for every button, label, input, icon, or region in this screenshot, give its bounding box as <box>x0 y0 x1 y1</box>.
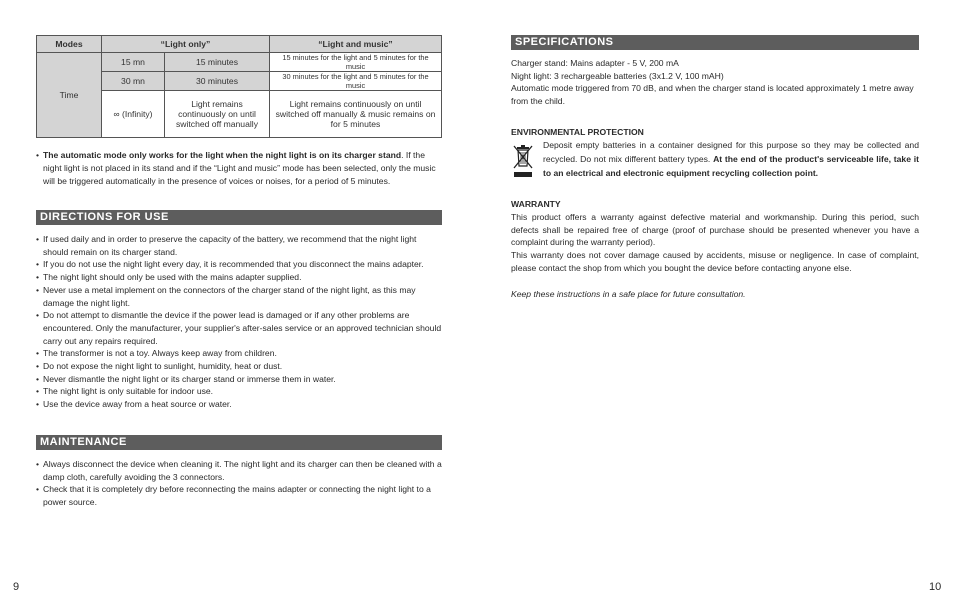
spec-line: Charger stand: Mains adapter - 5 V, 200 mA <box>511 58 679 68</box>
table-header-light-music: “Light and music” <box>270 36 442 53</box>
environment-bold: At the end of the product's serviceable life, take it to an electrical and electronic equipment recycling collection point. <box>543 154 919 178</box>
table-cell: 30 mn <box>102 72 165 91</box>
table-cell: Light remains continuously on until switched off manually <box>165 91 270 138</box>
keep-instructions-note: Keep these instructions in a safe place for future consultation. <box>511 289 746 299</box>
table-cell: ∞ (Infinity) <box>102 91 165 138</box>
table-cell: 30 minutes for the light and 5 minutes for the music <box>270 72 442 91</box>
list-item: • If you do not use the night light every day, it is recommended that you disconnect the mains adapter. <box>36 258 442 271</box>
list-item: • The night light is only suitable for indoor use. <box>36 385 442 398</box>
list-item: • Use the device away from a heat source or water. <box>36 398 442 411</box>
warranty-paragraph: This product offers a warranty against defective material and workmanship. During this period, such defects shall be repaired free of charge (proof of purchase should be presented whenever you have a complaint during the warranty period). <box>511 212 919 248</box>
page-number-left: 9 <box>13 581 20 593</box>
list-item: • If used daily and in order to preserve the capacity of the battery, we recommend that the night light should remain on its charger stand. <box>36 233 442 258</box>
note-bold: The automatic mode only works for the light when the night light is on its charger stand <box>43 150 402 160</box>
environment-heading: ENVIRONMENTAL PROTECTION <box>511 127 644 137</box>
list-item: • The transformer is not a toy. Always keep away from children. <box>36 347 442 360</box>
list-item: • Do not attempt to dismantle the device if the power lead is damaged or if any other problems are encountered. Only the manufacturer, your supplier's after-sales service or an approved technician should carry out any repairs required. <box>36 309 442 347</box>
table-header-modes: Modes <box>37 36 102 53</box>
note-text: . If the night light is not placed in its stand and if the “Light and music” mode has been selected, only the music will be triggered automatically in the presence of voices or noises, for a period of 5 minutes. <box>43 150 436 186</box>
spec-line: Automatic mode triggered from 70 dB, and when the charger stand is located approximately 1 metre away from the child. <box>511 83 914 107</box>
warranty-paragraph: This warranty does not cover damage caused by accidents, misuse or negligence. In case of complaint, please contact the shop from which you bought the device before contacting anyone else. <box>511 250 919 273</box>
list-item <box>36 149 442 188</box>
table-cell: 30 minutes <box>165 72 270 91</box>
table-header-light-only: “Light only” <box>102 36 270 53</box>
list-item: • The night light should only be used with the mains adapter supplied. <box>36 271 442 284</box>
specifications-text <box>511 57 919 108</box>
maintenance-heading: MAINTENANCE <box>36 435 442 450</box>
list-item: • Do not expose the night light to sunlight, humidity, heat or dust. <box>36 360 442 373</box>
warranty-heading: WARRANTY <box>511 199 561 209</box>
table-cell: Light remains continuously on until switched off manually & music remains on for 5 minutes <box>270 91 442 138</box>
warranty-text <box>511 211 919 275</box>
list-item: • Always disconnect the device when cleaning it. The night light and its charger can then be cleaned with a damp cloth, carefully avoiding the 3 connectors. <box>36 458 442 483</box>
modes-table <box>36 35 442 138</box>
list-item: • Check that it is completely dry before reconnecting the mains adapter or connecting the night light to a power source. <box>36 483 442 508</box>
page-number-right: 10 <box>929 581 942 593</box>
environment-body: Deposit empty batteries in a container designed for this purpose so they may be collected and recycled. Do not mix different battery types. <box>543 140 919 164</box>
list-item: • Never use a metal implement on the connectors of the charger stand of the night light, as this may damage the night light. <box>36 284 442 309</box>
table-cell: 15 minutes for the light and 5 minutes for the music <box>270 53 442 72</box>
table-cell: 15 mn <box>102 53 165 72</box>
specifications-heading: SPECIFICATIONS <box>511 35 919 50</box>
directions-list <box>36 233 442 411</box>
maintenance-list <box>36 458 442 509</box>
environment-text <box>543 138 919 180</box>
table-cell: 15 minutes <box>165 53 270 72</box>
spec-line: Night light: 3 rechargeable batteries (3x1.2 V, 100 mAH) <box>511 70 724 81</box>
table-row-label: Time <box>37 53 102 138</box>
automatic-mode-note <box>36 149 442 188</box>
crossed-out-bin-icon <box>512 142 534 178</box>
list-item: • Never dismantle the night light or its charger stand or immerse them in water. <box>36 373 442 386</box>
directions-heading: DIRECTIONS FOR USE <box>36 210 442 225</box>
